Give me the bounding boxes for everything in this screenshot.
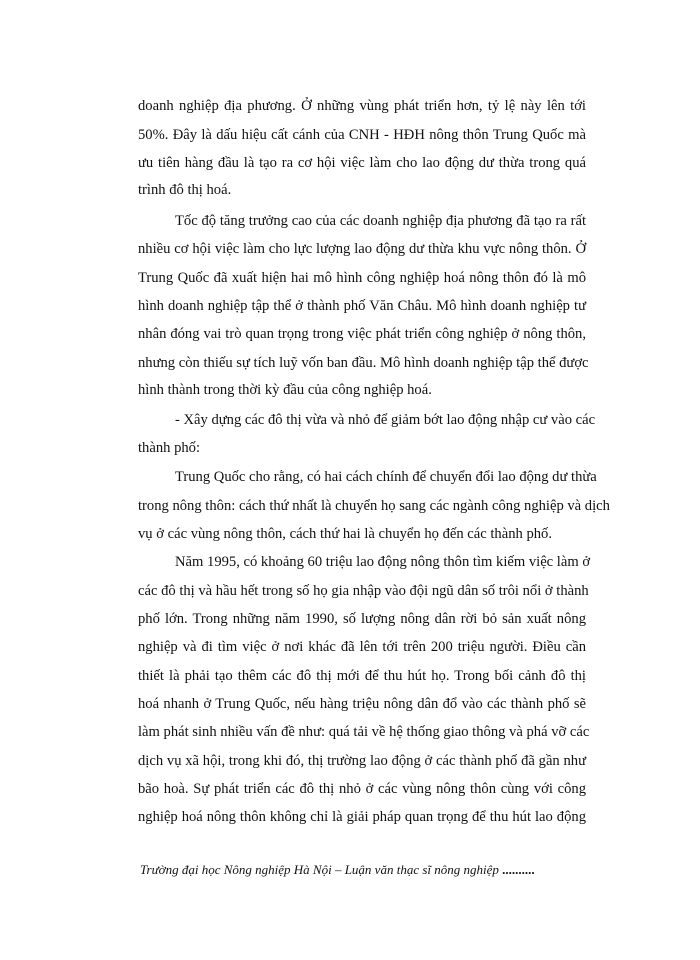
- footer-dots: ..........: [498, 862, 535, 877]
- text-line: - Xây dựng các đô thị vừa và nhỏ để giảm bớt lao động nhập cư vào các: [175, 412, 596, 428]
- footer-text: Trường đại học Nông nghiệp Hà Nội – Luận văn thạc sĩ nông nghiệp: [140, 862, 499, 877]
- text-line: nhiều cơ hội việc làm cho lực lượng lao động dư thừa khu vực nông thôn. Ở: [138, 241, 586, 257]
- text-line: phố lớn. Trong những năm 1990, số lượng nông dân rời bỏ sản xuất nông: [138, 611, 586, 627]
- text-line: hình thành trong thời kỳ đầu của công nghiệp hoá.: [138, 382, 432, 398]
- text-line: Trung Quốc đã xuất hiện hai mô hình công nghiệp hoá nông thôn đó là mô: [138, 270, 586, 286]
- text-line: Trung Quốc cho rằng, có hai cách chính để chuyển đổi lao động dư thừa: [175, 469, 597, 485]
- text-line: các đô thị và hầu hết trong số họ gia nhập vào đội ngũ dân số trôi nổi ở thành: [138, 583, 589, 599]
- text-line: bão hoà. Sự phát triển các đô thị nhỏ ở các vùng nông thôn cùng với công: [138, 781, 586, 797]
- text-line: dịch vụ xã hội, trong khi đó, thị trường lao động ở các thành phố đã gần như: [138, 753, 586, 769]
- text-line: trình đô thị hoá.: [138, 182, 232, 198]
- text-line: doanh nghiệp địa phương. Ở những vùng phát triển hơn, tỷ lệ này lên tới: [138, 98, 586, 114]
- text-line: hình doanh nghiệp tập thể ở thành phố Văn Châu. Mô hình doanh nghiệp tư: [138, 298, 586, 314]
- text-line: trong nông thôn: cách thứ nhất là chuyển họ sang các ngành công nghiệp và dịch: [138, 498, 610, 514]
- page-footer: [140, 862, 580, 878]
- text-line: thành phố:: [138, 440, 201, 456]
- text-line: nhưng còn thiếu sự tích luỹ vốn ban đầu. Mô hình doanh nghiệp tập thể được: [138, 355, 589, 371]
- text-line: Năm 1995, có khoảng 60 triệu lao động nông thôn tìm kiếm việc làm ở: [175, 554, 591, 570]
- text-line: vụ ở các vùng nông thôn, cách thứ hai là chuyển họ đến các thành phố.: [138, 526, 552, 542]
- text-line: nghiệp và đi tìm việc ở nơi khác đã lên tới trên 200 triệu người. Điều cần: [138, 639, 586, 655]
- text-line: nghiệp hoá nông thôn không chỉ là giải pháp quan trọng để thu hút lao động: [138, 809, 586, 825]
- text-line: hoá nhanh ở Trung Quốc, nếu hàng triệu nông dân đổ vào các thành phố sẽ: [138, 696, 586, 712]
- text-line: thiết là phải tạo thêm các đô thị mới để thu hút họ. Trong bối cảnh đô thị: [138, 668, 586, 684]
- text-line: Tốc độ tăng trưởng cao của các doanh nghiệp địa phương đã tạo ra rất: [175, 213, 586, 229]
- text-line: 50%. Đây là dấu hiệu cất cánh của CNH - HĐH nông thôn Trung Quốc mà: [138, 127, 586, 143]
- text-line: nhân đóng vai trò quan trọng trong việc phát triển công nghiệp ở nông thôn,: [138, 326, 586, 342]
- text-line: ưu tiên hàng đầu là tạo ra cơ hội việc làm cho lao động dư thừa trong quá: [138, 155, 586, 171]
- text-line: làm phát sinh nhiều vấn đề như: quá tải về hệ thống giao thông và phá vỡ các: [138, 724, 590, 740]
